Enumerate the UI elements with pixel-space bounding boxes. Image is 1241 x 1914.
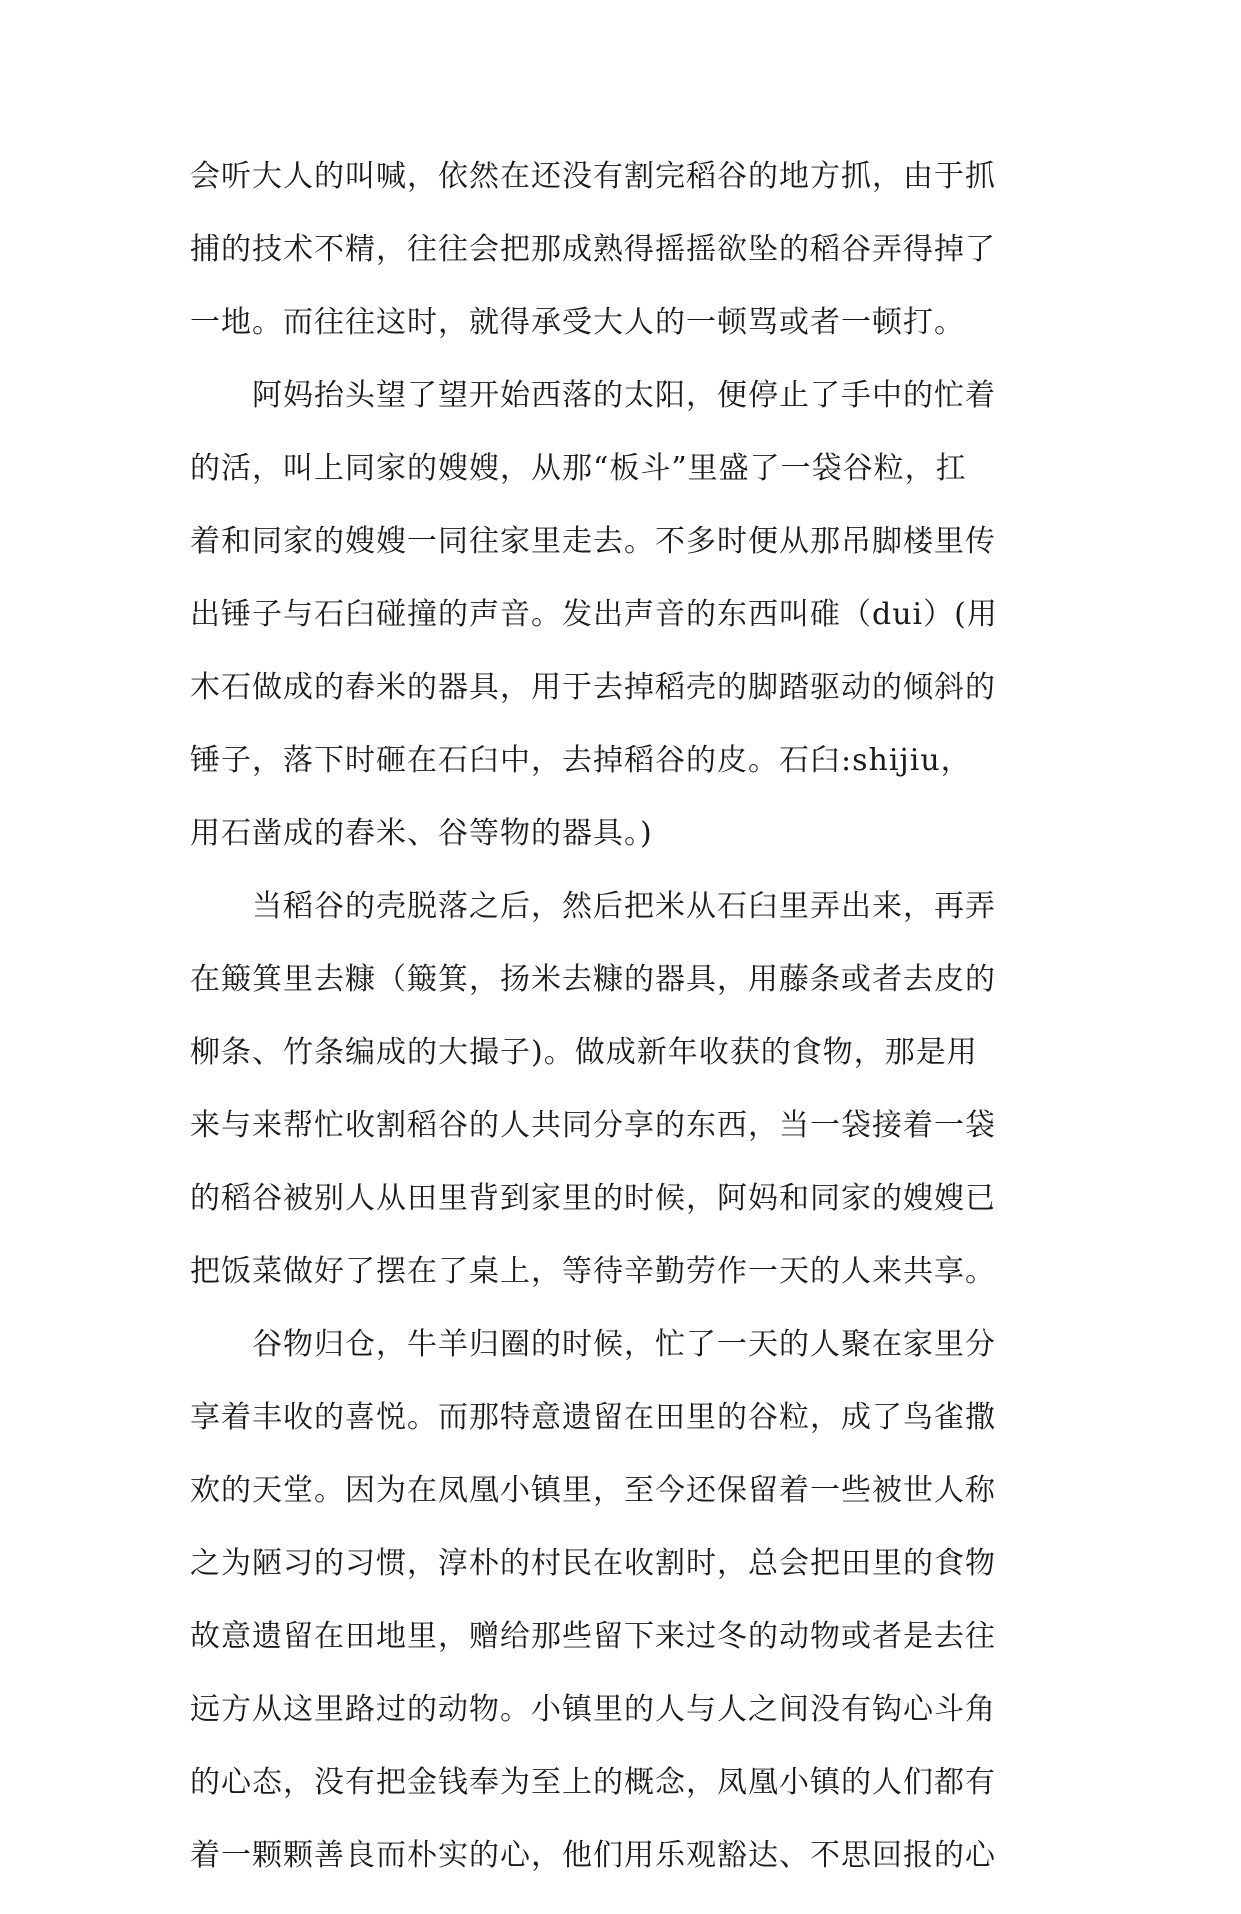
text-line: 一地。而往往这时，就得承受大人的一顿骂或者一顿打。: [190, 305, 965, 340]
text-line: 故意遗留在田地里，赠给那些留下来过冬的动物或者是去往: [190, 1619, 996, 1654]
body-text: [190, 159, 1070, 1914]
text-line: 的活，叫上同家的嫂嫂，从那“板斗”里盛了一袋谷粒，扛: [190, 451, 967, 486]
text-line: 着一颗颗善良而朴实的心，他们用乐观豁达、不思回报的心: [190, 1838, 996, 1873]
text-line: 的心态，没有把金钱奉为至上的概念，凤凰小镇的人们都有: [190, 1765, 996, 1800]
text-line: 用石凿成的舂米、谷等物的器具。): [190, 816, 653, 851]
text-line: 的稻谷被别人从田里背到家里的时候，阿妈和同家的嫂嫂已: [190, 1181, 996, 1216]
text-line: 之为陋习的习惯，淳朴的村民在收割时，总会把田里的食物: [190, 1546, 996, 1581]
text-line: 享着丰收的喜悦。而那特意遗留在田里的谷粒，成了鸟雀撒: [190, 1400, 996, 1435]
text-line: 捕的技术不精，往往会把那成熟得摇摇欲坠的稻谷弄得掉了: [190, 232, 996, 267]
paragraph-start-line: 当稻谷的壳脱落之后，然后把米从石臼里弄出来，再弄: [252, 889, 996, 924]
text-line: 把饭菜做好了摆在了桌上，等待辛勤劳作一天的人来共享。: [190, 1254, 996, 1289]
text-line: 会听大人的叫喊，依然在还没有割完稻谷的地方抓，由于抓: [190, 159, 996, 194]
text-line: 来与来帮忙收割稻谷的人共同分享的东西，当一袋接着一袋: [190, 1108, 996, 1143]
text-line: 着和同家的嫂嫂一同往家里走去。不多时便从那吊脚楼里传: [190, 524, 996, 559]
text-line: 柳条、竹条编成的大撮子)。做成新年收获的食物，那是用: [190, 1035, 978, 1070]
paragraph-start-line: 阿妈抬头望了望开始西落的太阳，便停止了手中的忙着: [252, 378, 996, 413]
text-line: 出锤子与石臼碰撞的声音。发出声音的东西叫碓（dui）(用: [190, 597, 998, 632]
paragraph-start-line: 谷物归仓，牛羊归圈的时候，忙了一天的人聚在家里分: [252, 1327, 996, 1362]
text-line: 欢的天堂。因为在凤凰小镇里，至今还保留着一些被世人称: [190, 1473, 996, 1508]
text-line: 在簸箕里去糠（簸箕，扬米去糠的器具，用藤条或者去皮的: [190, 962, 996, 997]
text-line: 远方从这里路过的动物。小镇里的人与人之间没有钩心斗角: [190, 1692, 996, 1727]
text-line: 锤子，落下时砸在石臼中，去掉稻谷的皮。石臼:shijiu，: [190, 743, 972, 778]
text-line: 木石做成的舂米的器具，用于去掉稻壳的脚踏驱动的倾斜的: [190, 670, 996, 705]
